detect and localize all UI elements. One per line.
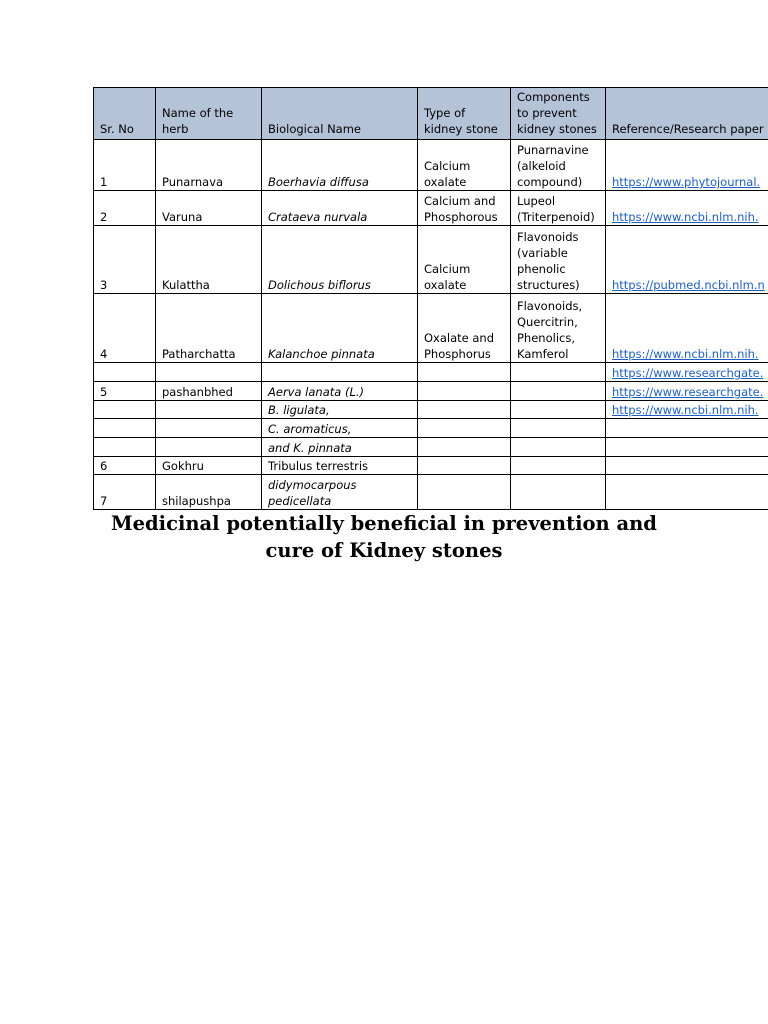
cell-components bbox=[511, 401, 606, 419]
cell-components bbox=[511, 457, 606, 475]
reference-link[interactable]: https://www.ncbi.nlm.nih. bbox=[612, 403, 759, 417]
header-biological-name: Biological Name bbox=[262, 88, 418, 140]
cell-sr-no: 5 bbox=[94, 382, 156, 401]
table-row bbox=[94, 382, 768, 401]
cell-herb-name: pashanbhed bbox=[156, 382, 262, 401]
cell-biological-name: Dolichous biflorus bbox=[262, 226, 418, 294]
cell-herb-name: Gokhru bbox=[156, 457, 262, 475]
cell-sr-no: 2 bbox=[94, 191, 156, 226]
header-reference: Reference/Research paper bbox=[606, 88, 768, 140]
cell-biological-name: Boerhavia diffusa bbox=[262, 140, 418, 191]
cell-stone-type: Calcium and Phosphorous bbox=[418, 191, 511, 226]
cell-herb-name bbox=[156, 419, 262, 438]
cell-reference bbox=[606, 419, 768, 438]
cell-herb-name bbox=[156, 363, 262, 382]
table-row bbox=[94, 475, 768, 510]
cell-stone-type bbox=[418, 401, 511, 419]
header-row bbox=[94, 88, 768, 140]
table-row bbox=[94, 140, 768, 191]
cell-components bbox=[511, 363, 606, 382]
cell-herb-name: Kulattha bbox=[156, 226, 262, 294]
header-sr-no: Sr. No bbox=[94, 88, 156, 140]
cell-components: Punarnavine (alkeloid compound) bbox=[511, 140, 606, 191]
cell-components bbox=[511, 438, 606, 457]
cell-reference bbox=[606, 191, 768, 226]
cell-stone-type: Calcium oxalate bbox=[418, 226, 511, 294]
cell-stone-type: Calcium oxalate bbox=[418, 140, 511, 191]
cell-components: Flavonoids (variable phenolic structures) bbox=[511, 226, 606, 294]
cell-reference bbox=[606, 226, 768, 294]
cell-reference bbox=[606, 457, 768, 475]
header-components: Components to prevent kidney stones bbox=[511, 88, 606, 140]
cell-herb-name: shilapushpa bbox=[156, 475, 262, 510]
cell-sr-no: 3 bbox=[94, 226, 156, 294]
cell-stone-type bbox=[418, 382, 511, 401]
cell-stone-type bbox=[418, 438, 511, 457]
table-row bbox=[94, 191, 768, 226]
cell-herb-name: Punarnava bbox=[156, 140, 262, 191]
cell-components: Lupeol (Triterpenoid) bbox=[511, 191, 606, 226]
cell-reference bbox=[606, 140, 768, 191]
reference-link[interactable]: https://pubmed.ncbi.nlm.n bbox=[612, 278, 765, 292]
cell-reference bbox=[606, 382, 768, 401]
reference-link[interactable]: https://www.researchgate. bbox=[612, 385, 764, 399]
table-row bbox=[94, 294, 768, 363]
cell-biological-name: B. ligulata, bbox=[262, 401, 418, 419]
cell-reference bbox=[606, 294, 768, 363]
cell-biological-name: Aerva lanata (L.) bbox=[262, 382, 418, 401]
reference-link[interactable]: https://www.ncbi.nlm.nih. bbox=[612, 347, 759, 361]
cell-stone-type: Oxalate and Phosphorus bbox=[418, 294, 511, 363]
spreadsheet-area bbox=[93, 87, 768, 510]
cell-sr-no: 1 bbox=[94, 140, 156, 191]
cell-stone-type bbox=[418, 363, 511, 382]
cell-herb-name: Patharchatta bbox=[156, 294, 262, 363]
cell-reference bbox=[606, 401, 768, 419]
cell-sr-no bbox=[94, 438, 156, 457]
cell-sr-no: 7 bbox=[94, 475, 156, 510]
cell-sr-no: 6 bbox=[94, 457, 156, 475]
cell-sr-no: 4 bbox=[94, 294, 156, 363]
cell-components bbox=[511, 382, 606, 401]
cell-sr-no bbox=[94, 363, 156, 382]
reference-link[interactable]: https://www.phytojournal. bbox=[612, 175, 761, 189]
cell-sr-no bbox=[94, 401, 156, 419]
cell-biological-name: C. aromaticus, bbox=[262, 419, 418, 438]
table-caption: Medicinal potentially beneficial in prevention and cure of Kidney stones bbox=[111, 512, 657, 562]
table-row bbox=[94, 419, 768, 438]
cell-sr-no bbox=[94, 419, 156, 438]
cell-biological-name: Kalanchoe pinnata bbox=[262, 294, 418, 363]
cell-herb-name: Varuna bbox=[156, 191, 262, 226]
cell-stone-type bbox=[418, 475, 511, 510]
header-stone-type: Type of kidney stone bbox=[418, 88, 511, 140]
table-row bbox=[94, 401, 768, 419]
cell-reference bbox=[606, 363, 768, 382]
herbs-table bbox=[93, 87, 768, 510]
cell-reference bbox=[606, 438, 768, 457]
reference-link[interactable]: https://www.ncbi.nlm.nih. bbox=[612, 210, 759, 224]
cell-biological-name: and K. pinnata bbox=[262, 438, 418, 457]
cell-biological-name: didymocarpous pedicellata bbox=[262, 475, 418, 510]
table-row bbox=[94, 226, 768, 294]
cell-components: Flavonoids, Quercitrin, Phenolics, Kamferol bbox=[511, 294, 606, 363]
cell-stone-type bbox=[418, 419, 511, 438]
cell-herb-name bbox=[156, 401, 262, 419]
cell-herb-name bbox=[156, 438, 262, 457]
table-row bbox=[94, 438, 768, 457]
reference-link[interactable]: https://www.researchgate. bbox=[612, 366, 764, 380]
cell-biological-name bbox=[262, 363, 418, 382]
cell-components bbox=[511, 419, 606, 438]
cell-stone-type bbox=[418, 457, 511, 475]
header-herb-name: Name of the herb bbox=[156, 88, 262, 140]
table-row bbox=[94, 363, 768, 382]
cell-biological-name: Tribulus terrestris bbox=[262, 457, 418, 475]
table-row bbox=[94, 457, 768, 475]
cell-reference bbox=[606, 475, 768, 510]
cell-biological-name: Crataeva nurvala bbox=[262, 191, 418, 226]
cell-components bbox=[511, 475, 606, 510]
